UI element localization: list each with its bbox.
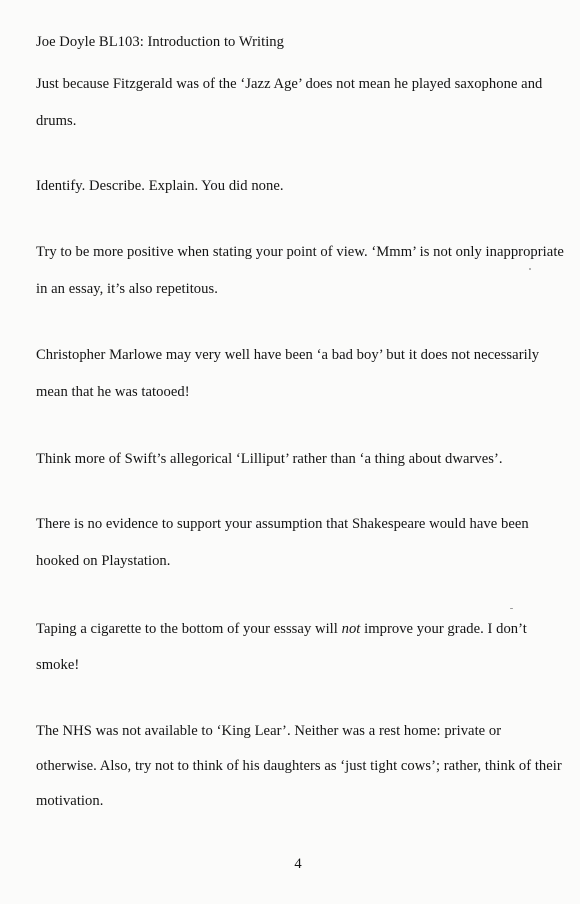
comment-8-line-1: The NHS was not available to ‘King Lear’. Neither was a rest home: private or [36,723,502,739]
comment-2-line-1: Identify. Describe. Explain. You did none. [36,178,284,194]
comment-7-text-before: Taping a cigarette to the bottom of your esssay will [36,621,342,637]
comment-3-line-1: Try to be more positive when stating your point of view. ‘Mmm’ is not only inappropriate [36,244,564,260]
comment-5-line-1: Think more of Swift’s allegorical ‘Lilliput’ rather than ‘a thing about dwarves’. [36,451,503,467]
comment-6-line-1: There is no evidence to support your assumption that Shakespeare would have been [36,516,529,532]
page-number: 4 [294,856,302,872]
document-header: Joe Doyle BL103: Introduction to Writing [36,34,284,50]
comment-1-line-1: Just because Fitzgerald was of the ‘Jazz Age’ does not mean he played saxophone and [36,76,543,92]
comment-1-line-2: drums. [36,113,77,129]
comment-6-line-2: hooked on Playstation. [36,553,171,569]
scan-speck [529,268,531,270]
comment-4-line-2: mean that he was tatooed! [36,384,190,400]
comment-7-line-1 [36,620,566,638]
comment-4-line-1: Christopher Marlowe may very well have been ‘a bad boy’ but it does not necessarily [36,347,540,363]
comment-8-line-2: otherwise. Also, try not to think of his daughters as ‘just tight cows’; rather, think of their [36,758,562,774]
comment-7-line-2: smoke! [36,657,80,673]
comment-8-line-3: motivation. [36,793,104,809]
comment-3-line-2: in an essay, it’s also repetitous. [36,281,218,297]
comment-7-emphasis: not [341,621,361,637]
scan-speck [510,608,513,609]
comment-7-text-after: improve your grade. I don’t [360,621,527,637]
